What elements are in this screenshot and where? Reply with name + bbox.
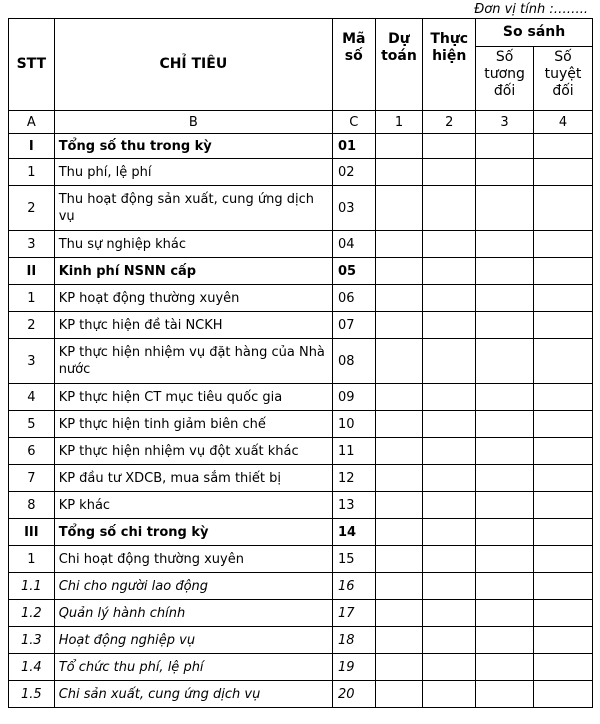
cell-so-tuyet-doi: [533, 258, 592, 285]
cell-so-tuong-doi: [476, 285, 534, 312]
row-name: KP thực hiện CT mục tiêu quốc gia: [54, 384, 332, 411]
cell-thuc-hien: [423, 600, 476, 627]
row-name: Thu sự nghiệp khác: [54, 231, 332, 258]
table-row: [9, 519, 593, 546]
row-stt: 6: [9, 438, 55, 465]
table-body: [9, 111, 593, 708]
cell-thuc-hien: [423, 681, 476, 708]
cell-so-tuyet-doi: [533, 384, 592, 411]
table-row: [9, 231, 593, 258]
cell-so-tuyet-doi: [533, 231, 592, 258]
cell-thuc-hien: [423, 134, 476, 159]
cell-thuc-hien: [423, 573, 476, 600]
cell-du-toan: [375, 546, 423, 573]
header-stt: STT: [9, 19, 55, 111]
row-code: 03: [332, 186, 375, 231]
row-name: KP thực hiện tinh giảm biên chế: [54, 411, 332, 438]
cell-so-tuong-doi: [476, 681, 534, 708]
row-code: 09: [332, 384, 375, 411]
row-stt: 4: [9, 384, 55, 411]
cell-du-toan: [375, 411, 423, 438]
row-stt: 3: [9, 339, 55, 384]
cell-du-toan: [375, 339, 423, 384]
row-name: Thu phí, lệ phí: [54, 159, 332, 186]
cell-du-toan: [375, 600, 423, 627]
header-so-tuong-doi: Số tương đối: [476, 47, 534, 111]
col-letter: 1: [375, 111, 423, 134]
cell-so-tuong-doi: [476, 546, 534, 573]
cell-thuc-hien: [423, 411, 476, 438]
cell-du-toan: [375, 384, 423, 411]
cell-thuc-hien: [423, 492, 476, 519]
table-row: [9, 492, 593, 519]
cell-thuc-hien: [423, 654, 476, 681]
row-name: Tổng số chi trong kỳ: [54, 519, 332, 546]
report-table: [8, 18, 593, 708]
cell-so-tuyet-doi: [533, 312, 592, 339]
header-ma-so: Mã số: [332, 19, 375, 111]
row-name: Quản lý hành chính: [54, 600, 332, 627]
header-thuc-hien: Thực hiện: [423, 19, 476, 111]
cell-du-toan: [375, 492, 423, 519]
col-letter: 4: [533, 111, 592, 134]
unit-label: Đơn vị tính :……..: [474, 2, 588, 17]
cell-thuc-hien: [423, 258, 476, 285]
cell-so-tuong-doi: [476, 465, 534, 492]
table-row: [9, 384, 593, 411]
cell-du-toan: [375, 285, 423, 312]
header-so-tuyet-doi: Số tuyệt đối: [533, 47, 592, 111]
cell-so-tuyet-doi: [533, 186, 592, 231]
cell-so-tuyet-doi: [533, 438, 592, 465]
row-code: 20: [332, 681, 375, 708]
row-stt: 1: [9, 159, 55, 186]
cell-so-tuong-doi: [476, 573, 534, 600]
cell-thuc-hien: [423, 186, 476, 231]
row-code: 06: [332, 285, 375, 312]
col-letter: 3: [476, 111, 534, 134]
row-stt: 1: [9, 285, 55, 312]
table-row: [9, 573, 593, 600]
cell-thuc-hien: [423, 285, 476, 312]
row-code: 18: [332, 627, 375, 654]
col-letter: C: [332, 111, 375, 134]
column-letter-row: [9, 111, 593, 134]
row-name: KP khác: [54, 492, 332, 519]
col-letter: 2: [423, 111, 476, 134]
cell-so-tuyet-doi: [533, 681, 592, 708]
cell-du-toan: [375, 627, 423, 654]
cell-so-tuong-doi: [476, 384, 534, 411]
cell-so-tuong-doi: [476, 438, 534, 465]
header-du-toan: Dự toán: [375, 19, 423, 111]
cell-du-toan: [375, 438, 423, 465]
row-code: 07: [332, 312, 375, 339]
cell-so-tuong-doi: [476, 258, 534, 285]
cell-so-tuong-doi: [476, 312, 534, 339]
row-stt: 1.4: [9, 654, 55, 681]
row-code: 05: [332, 258, 375, 285]
cell-so-tuong-doi: [476, 600, 534, 627]
cell-so-tuong-doi: [476, 654, 534, 681]
cell-so-tuyet-doi: [533, 411, 592, 438]
cell-so-tuong-doi: [476, 186, 534, 231]
row-stt: II: [9, 258, 55, 285]
row-code: 14: [332, 519, 375, 546]
cell-thuc-hien: [423, 627, 476, 654]
table-row: [9, 312, 593, 339]
cell-thuc-hien: [423, 519, 476, 546]
cell-so-tuyet-doi: [533, 465, 592, 492]
cell-du-toan: [375, 134, 423, 159]
cell-so-tuyet-doi: [533, 134, 592, 159]
row-name: Chi sản xuất, cung ứng dịch vụ: [54, 681, 332, 708]
row-stt: 5: [9, 411, 55, 438]
cell-thuc-hien: [423, 231, 476, 258]
row-code: 15: [332, 546, 375, 573]
row-stt: 8: [9, 492, 55, 519]
cell-thuc-hien: [423, 465, 476, 492]
row-name: KP thực hiện nhiệm vụ đột xuất khác: [54, 438, 332, 465]
table-row: [9, 654, 593, 681]
row-code: 16: [332, 573, 375, 600]
table-row: [9, 600, 593, 627]
row-name: Chi hoạt động thường xuyên: [54, 546, 332, 573]
row-code: 13: [332, 492, 375, 519]
cell-so-tuyet-doi: [533, 546, 592, 573]
cell-so-tuyet-doi: [533, 654, 592, 681]
row-code: 19: [332, 654, 375, 681]
row-code: 12: [332, 465, 375, 492]
row-name: Tổ chức thu phí, lệ phí: [54, 654, 332, 681]
cell-so-tuyet-doi: [533, 285, 592, 312]
table-row: [9, 411, 593, 438]
row-name: Thu hoạt động sản xuất, cung ứng dịch vụ: [54, 186, 332, 231]
row-stt: 2: [9, 312, 55, 339]
row-name: KP hoạt động thường xuyên: [54, 285, 332, 312]
row-code: 11: [332, 438, 375, 465]
table-row: [9, 681, 593, 708]
cell-du-toan: [375, 231, 423, 258]
row-stt: 2: [9, 186, 55, 231]
cell-thuc-hien: [423, 384, 476, 411]
cell-du-toan: [375, 258, 423, 285]
cell-du-toan: [375, 186, 423, 231]
table-row: [9, 258, 593, 285]
cell-so-tuong-doi: [476, 339, 534, 384]
cell-so-tuyet-doi: [533, 492, 592, 519]
cell-so-tuyet-doi: [533, 339, 592, 384]
row-code: 04: [332, 231, 375, 258]
col-letter: A: [9, 111, 55, 134]
cell-du-toan: [375, 465, 423, 492]
row-name: Hoạt động nghiệp vụ: [54, 627, 332, 654]
header-chi-tieu: CHỈ TIÊU: [54, 19, 332, 111]
row-stt: 1: [9, 546, 55, 573]
cell-so-tuyet-doi: [533, 600, 592, 627]
cell-so-tuong-doi: [476, 134, 534, 159]
cell-thuc-hien: [423, 438, 476, 465]
table-row: [9, 546, 593, 573]
cell-so-tuong-doi: [476, 231, 534, 258]
cell-so-tuong-doi: [476, 492, 534, 519]
cell-so-tuyet-doi: [533, 159, 592, 186]
cell-thuc-hien: [423, 339, 476, 384]
cell-thuc-hien: [423, 159, 476, 186]
row-name: KP thực hiện nhiệm vụ đặt hàng của Nhà nước: [54, 339, 332, 384]
cell-so-tuyet-doi: [533, 519, 592, 546]
row-stt: 7: [9, 465, 55, 492]
row-name: Kinh phí NSNN cấp: [54, 258, 332, 285]
row-code: 10: [332, 411, 375, 438]
row-stt: III: [9, 519, 55, 546]
table-row: [9, 438, 593, 465]
row-stt: 1.3: [9, 627, 55, 654]
cell-thuc-hien: [423, 546, 476, 573]
row-code: 17: [332, 600, 375, 627]
cell-so-tuyet-doi: [533, 573, 592, 600]
cell-du-toan: [375, 654, 423, 681]
table-row: [9, 186, 593, 231]
row-stt: 1.5: [9, 681, 55, 708]
row-name: Tổng số thu trong kỳ: [54, 134, 332, 159]
cell-so-tuong-doi: [476, 159, 534, 186]
row-code: 01: [332, 134, 375, 159]
cell-du-toan: [375, 159, 423, 186]
cell-du-toan: [375, 681, 423, 708]
cell-so-tuong-doi: [476, 627, 534, 654]
cell-du-toan: [375, 312, 423, 339]
cell-so-tuyet-doi: [533, 627, 592, 654]
header-so-sanh: So sánh: [476, 19, 593, 47]
cell-du-toan: [375, 519, 423, 546]
row-code: 08: [332, 339, 375, 384]
row-name: KP thực hiện đề tài NCKH: [54, 312, 332, 339]
cell-du-toan: [375, 573, 423, 600]
row-stt: 1.1: [9, 573, 55, 600]
table-row: [9, 339, 593, 384]
row-name: Chi cho người lao động: [54, 573, 332, 600]
row-code: 02: [332, 159, 375, 186]
cell-so-tuong-doi: [476, 519, 534, 546]
row-stt: 3: [9, 231, 55, 258]
table-row: [9, 465, 593, 492]
cell-so-tuong-doi: [476, 411, 534, 438]
table-row: [9, 627, 593, 654]
table-row: [9, 134, 593, 159]
table-row: [9, 159, 593, 186]
col-letter: B: [54, 111, 332, 134]
cell-thuc-hien: [423, 312, 476, 339]
row-name: KP đầu tư XDCB, mua sắm thiết bị: [54, 465, 332, 492]
row-stt: 1.2: [9, 600, 55, 627]
row-stt: I: [9, 134, 55, 159]
table-row: [9, 285, 593, 312]
